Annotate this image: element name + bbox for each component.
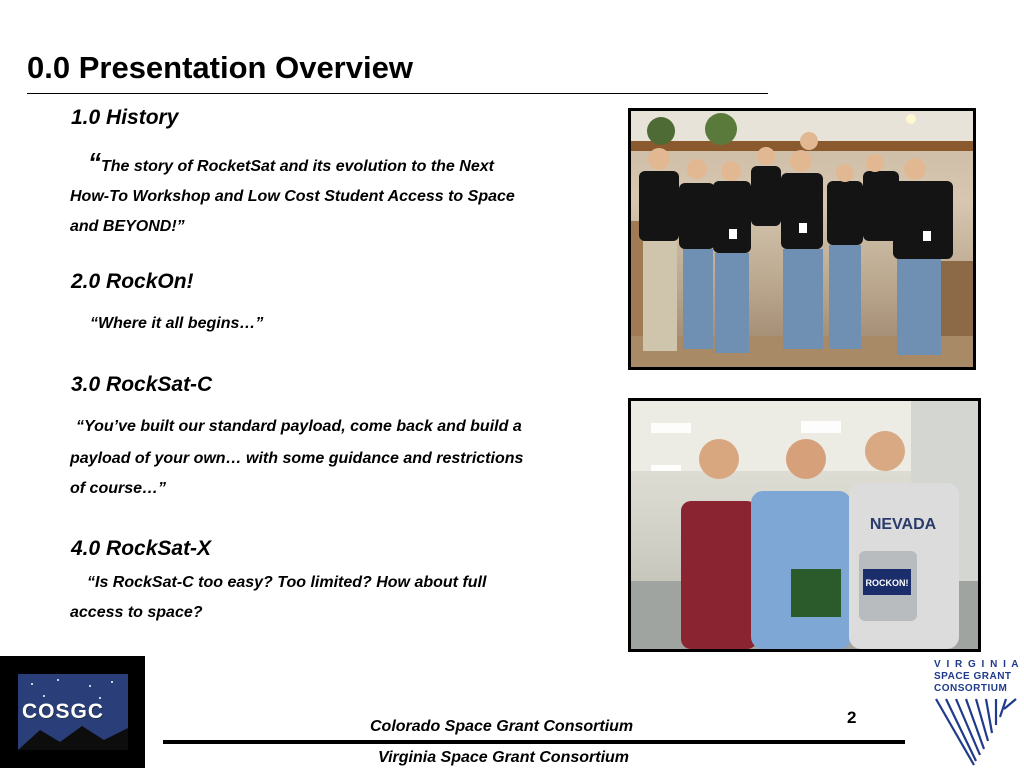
- section-heading-rockon: 2.0 RockOn!: [71, 270, 194, 293]
- footer-line-virginia: Virginia Space Grant Consortium: [378, 749, 630, 766]
- cosgc-logo-text: COSGC: [22, 700, 105, 723]
- vsgc-logo-line2: SPACE GRANT: [934, 671, 1012, 682]
- footer-divider: [163, 740, 905, 744]
- section-heading-rocksat-x: 4.0 RockSat-X: [71, 537, 212, 560]
- open-quote-mark: “: [88, 147, 101, 177]
- section-heading-history: 1.0 History: [71, 106, 179, 129]
- quote-line: of course…”: [70, 480, 167, 497]
- section-heading-rocksat-c: 3.0 RockSat-C: [71, 373, 213, 396]
- payload-photo-icon: [631, 401, 978, 649]
- quote-line: [70, 146, 570, 183]
- quote-text: The story of RocketSat and its evolution to the Next: [101, 158, 494, 175]
- section-quote-rockon: [70, 315, 570, 333]
- shirt-text: NEVADA: [869, 516, 937, 533]
- group-photo-icon: [631, 111, 973, 367]
- quote-line: “Is RockSat-C too easy? Too limited? How about full: [87, 574, 487, 591]
- quote-line: access to space?: [70, 604, 203, 621]
- footer-line-colorado: Colorado Space Grant Consortium: [370, 718, 634, 735]
- section-quote-history: [70, 146, 570, 243]
- page-number: 2: [847, 708, 857, 727]
- section-quote-rocksat-c: [70, 417, 570, 499]
- quote-line: “You’ve built our standard payload, come back and build a: [76, 418, 522, 435]
- quote-line: payload of your own… with some guidance and restrictions: [70, 450, 524, 467]
- vsgc-logo-line3: CONSORTIUM: [934, 683, 1008, 694]
- quote-line: How-To Workshop and Low Cost Student Access to Space: [70, 188, 515, 205]
- title-divider: [27, 93, 768, 94]
- vsgc-logo-icon: [934, 697, 1018, 767]
- payload-photo: [628, 398, 981, 652]
- vsgc-logo-line1: V I R G I N I A: [934, 659, 1021, 670]
- quote-line: and BEYOND!”: [70, 218, 185, 235]
- section-quote-rocksat-x: [70, 573, 570, 623]
- slide-title: 0.0 Presentation Overview: [27, 50, 413, 85]
- quote-line: “Where it all begins…”: [90, 315, 264, 332]
- payload-label: ROCKON!: [865, 578, 909, 588]
- group-photo: [628, 108, 976, 370]
